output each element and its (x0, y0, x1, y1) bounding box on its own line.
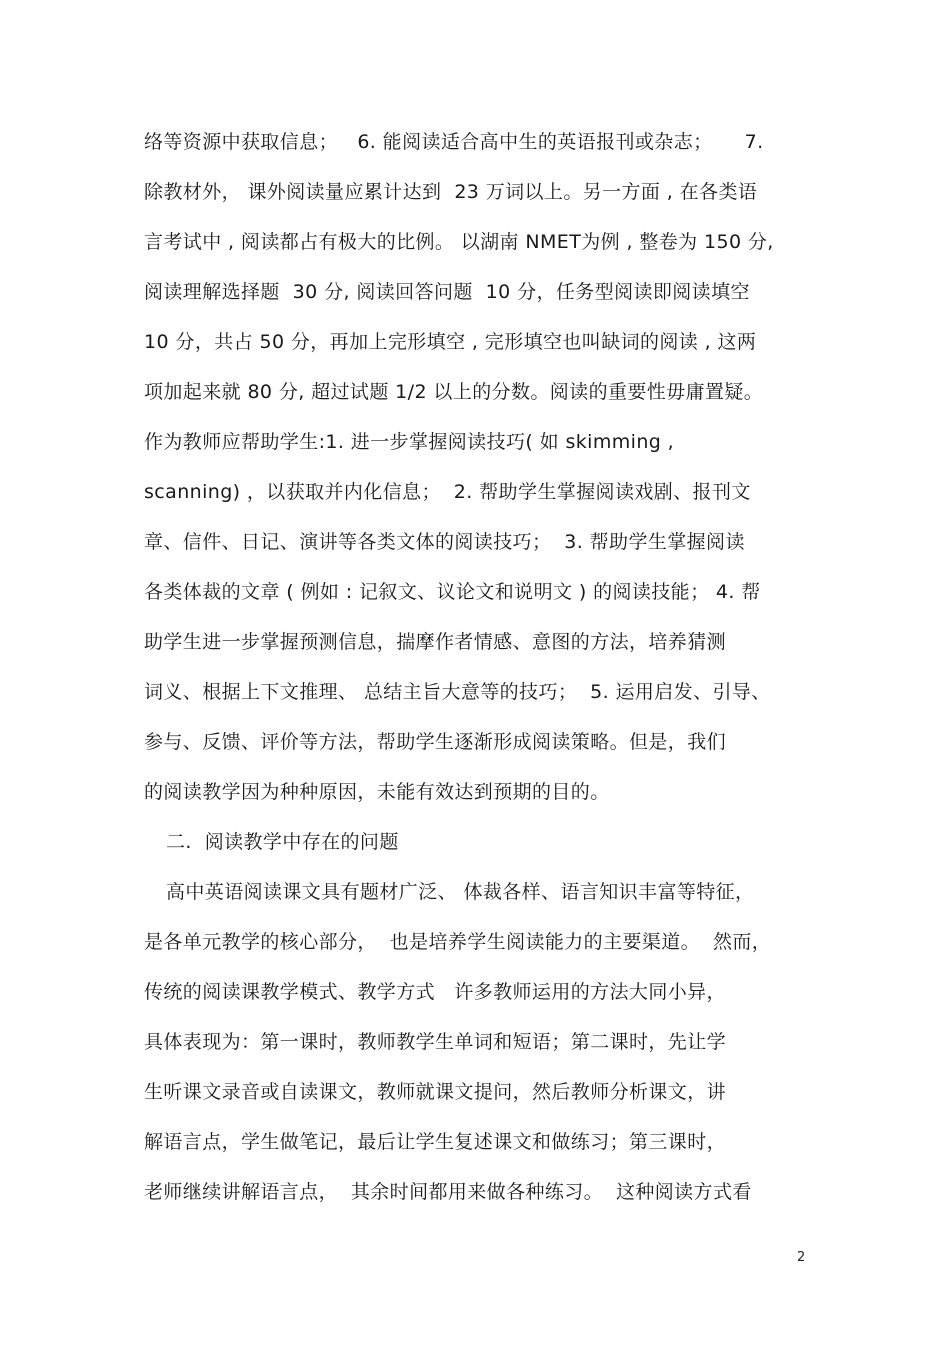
text-line: 各类体裁的文章 ( 例如 : 记叙文、议论文和说明文 ) 的阅读技能； 4. 帮 (144, 581, 761, 603)
text-line: 除教材外， 课外阅读量应累计达到 23 万词以上。另一方面 , 在各类语 (144, 181, 758, 203)
text-line: 生听课文录音或自读课文，教师就课文提问，然后教师分析课文，讲 (144, 1081, 727, 1103)
text-line: 言考试中 , 阅读都占有极大的比例。 以湖南 NMET为例 , 整卷为 150 分, (144, 231, 774, 253)
text-line: 是各单元教学的核心部分， 也是培养学生阅读能力的主要渠道。 然而， (144, 931, 772, 953)
text-line: 高中英语阅读课文具有题材广泛、 体裁各样、语言知识丰富等特征， (166, 881, 755, 903)
section-heading: 二. 阅读教学中存在的问题 (166, 831, 399, 853)
text-line: 传统的阅读课教学模式、教学方式 许多教师运用的方法大同小异， (144, 981, 726, 1003)
text-line: 章、信件、日记、演讲等各类文体的阅读技巧； 3. 帮助学生掌握阅读 (144, 531, 745, 553)
text-line: 项加起来就 80 分, 超过试题 1/2 以上的分数。阅读的重要性毋庸置疑。 (144, 381, 764, 403)
text-line: scanning) ，以获取并内化信息； 2. 帮助学生掌握阅读戏剧、报刊文 (144, 481, 751, 503)
text-line: 的阅读教学因为种种原因，未能有效达到预期的目的。 (144, 781, 610, 803)
text-line: 词义、根据上下文推理、 总结主旨大意等的技巧； 5. 运用启发、引导、 (144, 681, 771, 703)
page-number: 2 (797, 1250, 806, 1265)
text-line: 10 分，共占 50 分，再加上完形填空 , 完形填空也叫缺词的阅读 , 这两 (144, 331, 757, 353)
text-line: 助学生进一步掌握预测信息，揣摩作者情感、意图的方法，培养猜测 (144, 631, 727, 653)
text-line: 阅读理解选择题 30 分, 阅读回答问题 10 分，任务型阅读即阅读填空 (144, 281, 750, 303)
text-line: 参与、反馈、评价等方法，帮助学生逐渐形成阅读策略。但是，我们 (144, 731, 727, 753)
text-line: 解语言点，学生做笔记，最后让学生复述课文和做练习；第三课时， (144, 1131, 727, 1153)
text-line: 具体表现为：第一课时，教师教学生单词和短语；第二课时，先让学 (144, 1031, 727, 1053)
text-line: 老师继续讲解语言点， 其余时间都用来做各种练习。 这种阅读方式看 (144, 1181, 752, 1203)
text-line: 作为教师应帮助学生:1. 进一步掌握阅读技巧( 如 skimming , (144, 431, 675, 453)
text-line: 络等资源中获取信息； 6. 能阅读适合高中生的英语报刊或杂志； 7. (144, 131, 764, 153)
